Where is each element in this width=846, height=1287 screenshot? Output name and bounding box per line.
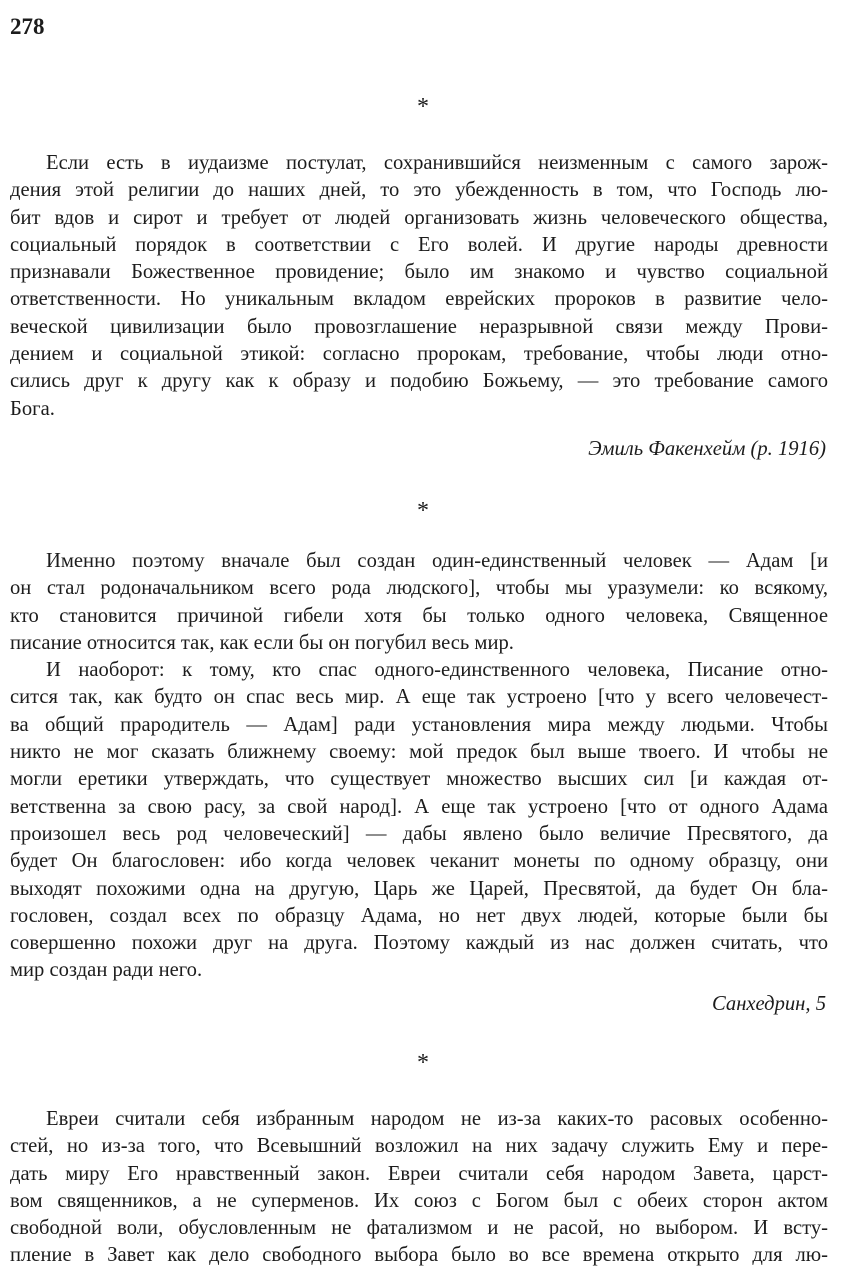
paragraph (10, 1106, 828, 1270)
text-line: социальный порядок в соответствии с Его волей. И другие народы древности (10, 233, 828, 256)
text-line: Именно поэтому вначале был создан один-единственный человек — Адам [и (46, 550, 828, 572)
text-line: пление в Завет как дело свободного выбора было во все времена открыто для лю- (10, 1244, 828, 1267)
text-line: произошел весь род человеческий] — дабы явлено было величие Пресвятого, да (10, 822, 828, 845)
text-line: ветственна за свою расу, за свой народ]. А еще так устроено [что от одного Адама (10, 795, 828, 818)
page-number: 278 (10, 14, 45, 39)
text-line: ва общий прародитель — Адам] ради установления мира между людьми. Чтобы (10, 713, 828, 736)
text-line: признавали Божественное провидение; было им знакомо и чувство социальной (10, 261, 828, 284)
text-line: Бога. (10, 397, 55, 420)
text-line: И наоборот: к тому, кто спас одного-единственного человека, Писание отно- (46, 659, 828, 682)
text-line: будет Он благословен: ибо когда человек чеканит монеты по одному образцу, они (10, 850, 828, 873)
attribution: Санхедрин, 5 (712, 993, 826, 1015)
paragraph (10, 548, 828, 985)
section-separator: * (417, 1050, 429, 1076)
text-line: выходят похожими одна на другую, Царь же Царей, Пресвятой, да будет Он бла- (10, 877, 828, 900)
text-line: сились друг к другу как к образу и подобию Божьему, — это требование самого (10, 370, 828, 393)
text-line: вом священников, а не суперменов. Их союз с Богом был с обеих сторон актом (10, 1189, 828, 1212)
text-line: дать миру Его нравственный закон. Евреи считали себя народом Завета, царст- (10, 1162, 828, 1185)
paragraph (10, 150, 828, 423)
text-line: Если есть в иудаизме постулат, сохранившийся неизменным с самого зарож- (46, 152, 828, 174)
section-separator: * (417, 498, 429, 524)
text-line: он стал родоначальником всего рода людского], чтобы мы уразумели: ко всякому, (10, 577, 828, 600)
text-line: никто не мог сказать ближнему своему: мой предок был выше твоего. И чтобы не (10, 741, 828, 764)
text-line: ответственности. Но уникальным вкладом еврейских пророков в развитие чело- (10, 288, 828, 311)
text-line: сится так, как будто он спас весь мир. А еще так устроено [что у всего человечест- (10, 686, 828, 709)
text-line: писание относится так, как если бы он погубил весь мир. (10, 631, 514, 654)
section-separator: * (417, 94, 429, 120)
text-line: свободной воли, обусловленным не фатализмом и не расой, но выбором. И всту- (10, 1217, 828, 1240)
text-line: дением и социальной этикой: согласно пророкам, требование, чтобы люди отно- (10, 343, 828, 366)
text-line: веческой цивилизации было провозглашение неразрывной связи между Прови- (10, 315, 828, 338)
text-line: могли еретики утверждать, что существует множество высших сил [и каждая от- (10, 768, 828, 791)
attribution: Эмиль Факенхейм (р. 1916) (588, 438, 826, 460)
text-line: бит вдов и сирот и требует от людей организовать жизнь человеческого общества, (10, 206, 828, 229)
text-line: стей, но из-за того, что Всевышний возложил на них задачу служить Ему и пере- (10, 1135, 828, 1158)
text-line: мир создан ради него. (10, 959, 203, 982)
text-line: дения этой религии до наших дней, то это убежденность в том, что Господь лю- (10, 179, 828, 202)
text-line: Евреи считали себя избранным народом не из-за каких-то расовых особенно- (46, 1108, 828, 1130)
text-line: кто становится причиной гибели хотя бы только одного человека, Священное (10, 604, 828, 627)
text-line: гословен, создал всех по образцу Адама, но нет двух людей, которые были бы (10, 904, 828, 927)
text-line: совершенно похожи друг на друга. Поэтому каждый из нас должен считать, что (10, 932, 828, 955)
